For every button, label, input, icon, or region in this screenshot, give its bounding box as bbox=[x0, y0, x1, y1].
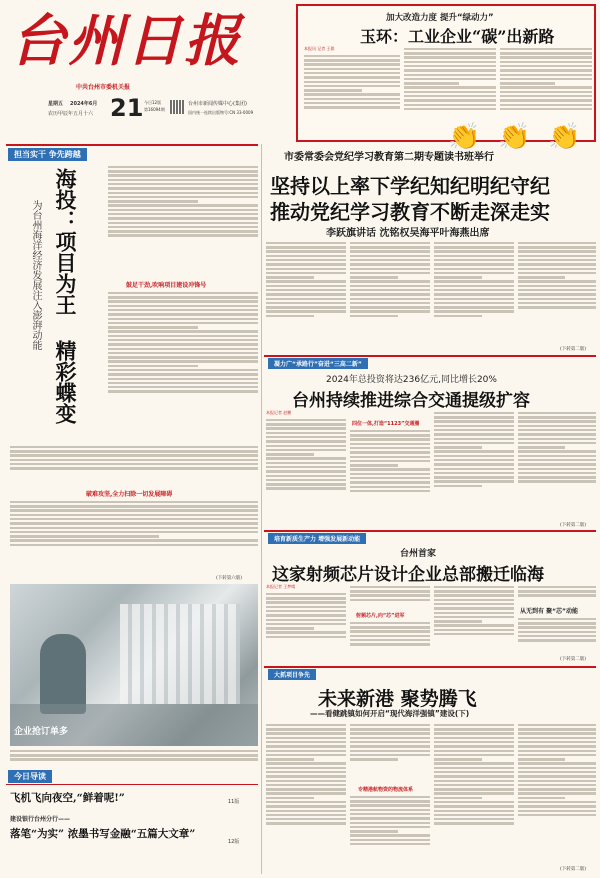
chip-continued: (下转第二版) bbox=[560, 657, 587, 662]
chip-body-5 bbox=[518, 584, 596, 606]
photo-caption-body bbox=[10, 748, 258, 768]
main-kicker: 市委常委会党纪学习教育第二期专题读书班举行 bbox=[284, 152, 494, 163]
transport-kicker: 2024年总投资将达236亿元,同比增长20% bbox=[326, 375, 497, 385]
today-rule bbox=[6, 784, 258, 785]
left-subhead-2: 破难攻坚,全力扫除一切发展障碍 bbox=[86, 491, 173, 498]
day-number: 21 bbox=[110, 94, 144, 122]
chip-rule bbox=[264, 530, 596, 532]
port-body-1 bbox=[266, 722, 346, 872]
clap-icon-2: 👏 bbox=[498, 122, 531, 152]
today-item-2[interactable]: 落笔“为实” 浓墨书写金融“五篇大文章” bbox=[10, 828, 196, 840]
lunar-date: 农历甲辰年五月十六 bbox=[48, 111, 94, 117]
left-headline-main: 海投：项目为王 精彩蝶变 bbox=[53, 168, 78, 424]
left-top-rule bbox=[6, 144, 258, 146]
chip-subhead-2: 从无到有 聚“芯”动能 bbox=[520, 608, 578, 615]
factory-photo bbox=[10, 584, 258, 746]
left-subhead-1: 鼓足干劲,吹响项目建设冲锋号 bbox=[126, 282, 207, 289]
masthead-title: 台州日报 bbox=[10, 8, 242, 74]
transport-subhead: 四位一体,打造“1123”交通圈 bbox=[352, 421, 420, 427]
date: 2024年6月 bbox=[70, 101, 98, 107]
transport-rule bbox=[264, 355, 596, 357]
port-body-5 bbox=[518, 722, 596, 864]
port-subhead-1: 专精港航物资的物流体系 bbox=[358, 787, 414, 793]
port-body-4 bbox=[434, 722, 514, 872]
transport-continued: (下转第二版) bbox=[560, 523, 587, 528]
top-box-body bbox=[304, 53, 400, 139]
chip-body-2 bbox=[350, 584, 430, 610]
issue-number: 第16094期 bbox=[144, 107, 165, 112]
publisher: 台州市新闻传媒中心(集团) bbox=[188, 101, 247, 107]
date-panel bbox=[48, 94, 294, 132]
port-rule bbox=[264, 666, 596, 668]
today-label: 今日导读 bbox=[8, 770, 52, 783]
column-divider bbox=[261, 144, 262, 874]
top-box-story bbox=[296, 4, 596, 152]
transport-body-1 bbox=[266, 417, 346, 527]
port-body-3 bbox=[350, 794, 430, 872]
main-subhead: 李跃旗讲话 沈铭权吴海平叶海燕出席 bbox=[326, 228, 490, 239]
weekday: 星期五 bbox=[48, 101, 64, 107]
chip-body-3 bbox=[350, 620, 430, 661]
qr-code-icon bbox=[170, 100, 184, 114]
today-item-2-page[interactable]: 12版 bbox=[228, 839, 240, 845]
chip-subhead-1: 射频芯片,向“芯”进军 bbox=[356, 613, 405, 619]
left-body-4 bbox=[10, 499, 258, 571]
left-section-label: 担当实干 争先跨越 bbox=[8, 148, 87, 161]
left-body-1 bbox=[108, 164, 258, 274]
port-section-label: 大抓项目争先 bbox=[268, 669, 316, 680]
transport-headline: 台州持续推进综合交通提级扩容 bbox=[292, 391, 530, 411]
main-continued: (下转第二版) bbox=[560, 347, 587, 352]
today-item-1-page[interactable]: 11版 bbox=[228, 799, 240, 805]
transport-body-2 bbox=[350, 428, 430, 527]
transport-byline: 本报记者 赵鹏 bbox=[266, 410, 292, 415]
main-body-4 bbox=[518, 240, 596, 344]
clap-icon: 👏 bbox=[448, 122, 481, 152]
left-headline-side: 为台州海洋经济发展注入澎湃动能 bbox=[30, 200, 41, 350]
chip-body-6 bbox=[518, 616, 596, 656]
main-body-1 bbox=[266, 240, 346, 352]
port-continued: (下转第二版) bbox=[560, 867, 587, 872]
main-headline-1: 坚持以上率下学纪知纪明纪守纪 bbox=[270, 174, 550, 198]
transport-section-label: 凝力广“承路行”奋进“三高二新” bbox=[268, 358, 368, 369]
main-headline-2: 推动党纪学习教育不断走深走实 bbox=[270, 200, 550, 224]
top-box-kicker: 加大改造力度 提升“绿动力” bbox=[386, 13, 494, 23]
cn-number: 国内统一连续出版物号:CN 33-0009 bbox=[188, 110, 254, 115]
main-body-3 bbox=[434, 240, 514, 352]
left-body-2 bbox=[108, 290, 258, 440]
transport-body-4 bbox=[518, 410, 596, 520]
top-box-headline: 玉环：工业企业“碳”出新路 bbox=[360, 27, 555, 46]
chip-body-4 bbox=[434, 584, 514, 661]
port-body-2 bbox=[350, 722, 430, 782]
today-item-1[interactable]: 飞机飞向夜空,“鲜着呢!” bbox=[10, 792, 125, 804]
clap-icon-3: 👏 bbox=[548, 122, 581, 152]
chip-kicker: 台州首家 bbox=[400, 549, 437, 559]
issue-pages: 今日12版 bbox=[144, 100, 162, 105]
chip-byline: 本报记者 王梦晴 bbox=[266, 584, 296, 589]
port-subhead: ——看健跳镇如何开启“现代海洋强镇”建设(下) bbox=[310, 709, 470, 718]
masthead-subtitle: 中共台州市委机关报 bbox=[76, 84, 131, 91]
photo-caption: 企业抢订单多 bbox=[14, 727, 69, 737]
port-headline: 未来新港 聚势腾飞 bbox=[318, 688, 477, 710]
chip-section-label: 培育新质生产力 增强发展新动能 bbox=[268, 533, 366, 544]
main-body-2 bbox=[350, 240, 430, 352]
top-box-byline: 本报讯 记者 王骐 bbox=[304, 46, 335, 51]
left-continued: (下转第六版) bbox=[216, 576, 243, 581]
chip-body-1 bbox=[266, 591, 346, 661]
left-body-3 bbox=[10, 444, 258, 484]
today-item-2-kicker: 建设银行台州分行—— bbox=[10, 816, 71, 823]
chip-headline: 这家射频芯片设计企业总部搬迁临海 bbox=[272, 565, 544, 585]
transport-body-3 bbox=[434, 410, 514, 527]
